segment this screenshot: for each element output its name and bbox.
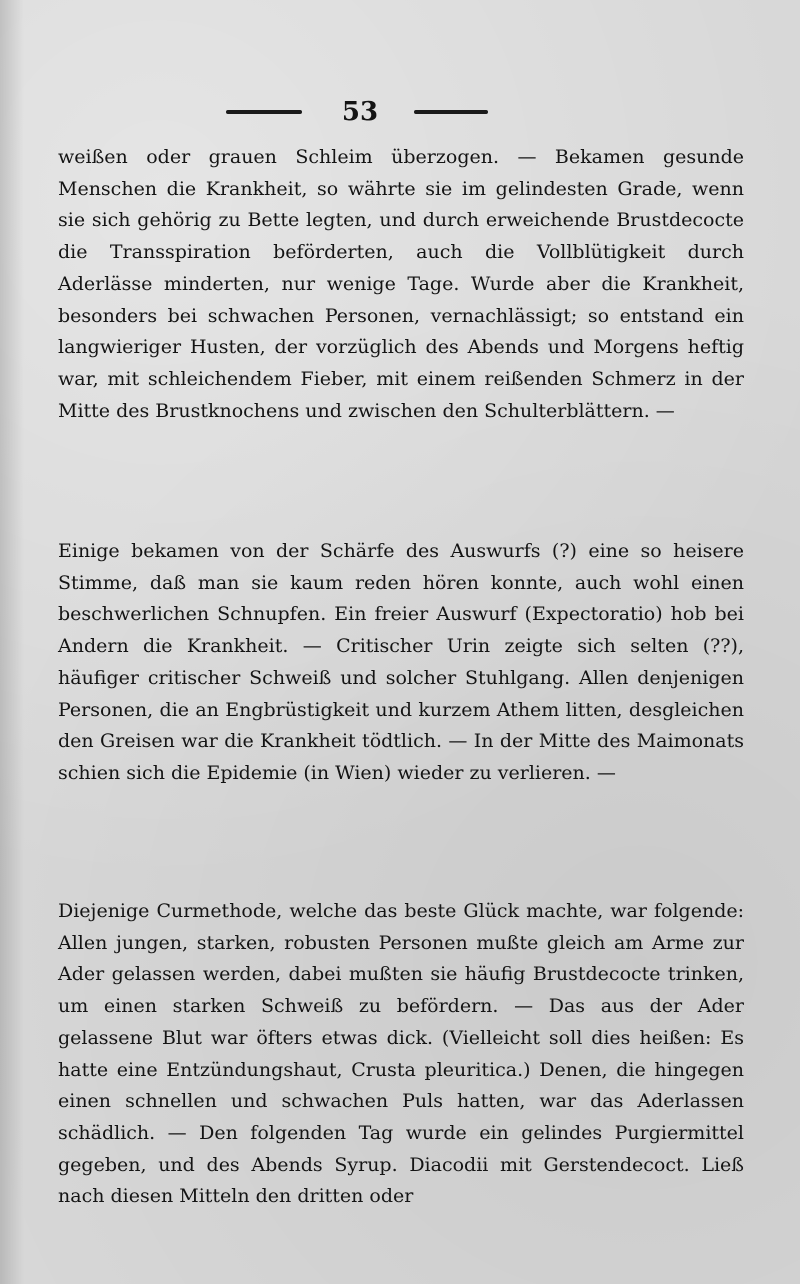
paragraph-3: [58, 896, 744, 1213]
page-header: [0, 92, 800, 132]
paragraph-1: [58, 142, 744, 427]
paragraph-text: weißen oder grauen Schleim überzogen. — Bekamen gesunde Menschen die Krankheit, so währte sie im gelindesten Grade, wenn sie sich gehörig zu Bette legten, und durch erweichende Brustdecocte die Transspiration beförderten, auch die Vollblütigkeit durch Aderlässe minderten, nur wenige Tage. Wurde aber die Krankheit, besonders bei schwachen Personen, vernachlässigt; so entstand ein langwieriger Husten, der vorzüglich des Abends und Morgens heftig war, mit schleichendem Fieber, mit einem reißenden Schmerz in der Mitte des Brustknochens und zwischen den Schulterblättern. —: [58, 146, 744, 422]
paragraph-text: Einige bekamen von der Schärfe des Auswurfs (?) eine so heisere Stimme, daß man sie kaum reden hören konnte, auch wohl einen beschwerlichen Schnupfen. Ein freier Auswurf (Expectoratio) hob bei Andern die Krankheit. — Critischer Urin zeigte sich selten (??), häufiger critischer Schweiß und solcher Stuhlgang. Allen denjenigen Personen, die an Engbrüstigkeit und kurzem Athem litten, desgleichen den Greisen war die Krankheit tödtlich. — In der Mitte des Maimonats schien sich die Epidemie (in Wien) wieder zu verlieren. —: [58, 540, 744, 784]
paragraph-text: Diejenige Curmethode, welche das beste Glück machte, war folgende: Allen jungen, starken, robusten Personen mußte gleich am Arme zur Ader gelassen werden, dabei mußten sie häufig Brustdecocte trinken, um einen starken Schweiß zu befördern. — Das aus der Ader gelassene Blut war öfters etwas dick. (Vielleicht soll dies heißen: Es hatte eine Entzündungshaut, Crusta pleuritica.) Denen, die hingegen einen schnellen und schwachen Puls hatten, war das Aderlassen schädlich. — Den folgenden Tag wurde ein gelindes Purgiermittel gegeben, und des Abends Syrup. Diacodii mit Gerstendecoct. Ließ nach diesen Mitteln den dritten oder: [58, 900, 744, 1208]
page-number: 53: [341, 97, 379, 127]
paragraph-2: [58, 536, 744, 790]
page-edge-shadow: [0, 0, 24, 1284]
header-rule-right: [414, 110, 488, 114]
header-rule-left: [226, 110, 302, 114]
